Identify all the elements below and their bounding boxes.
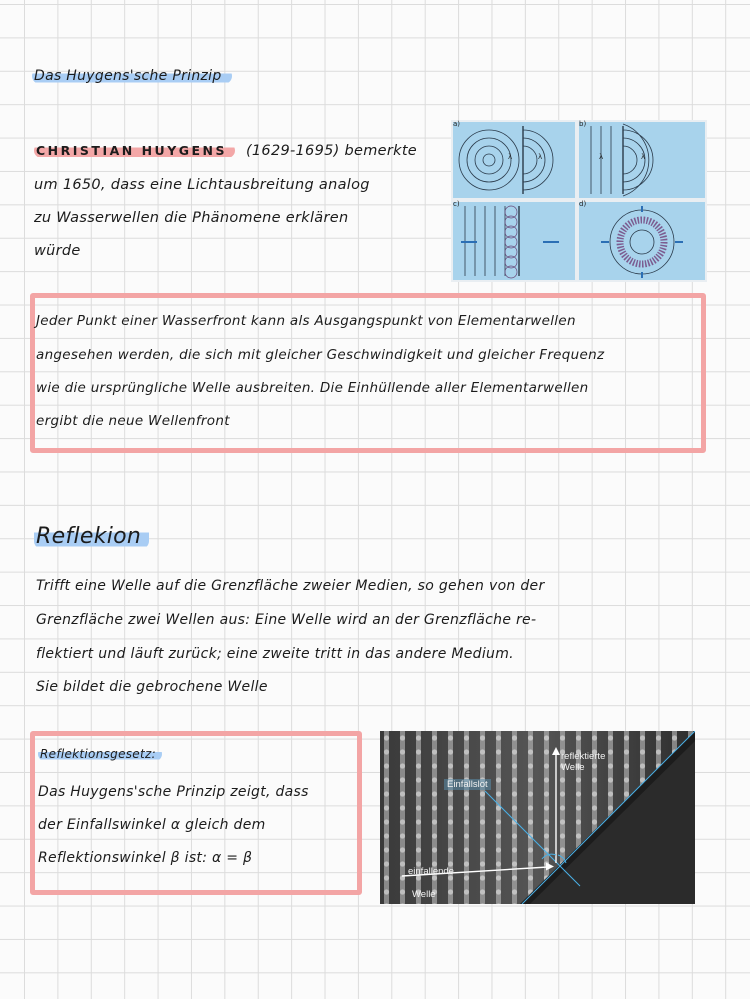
- definition-line-4: ergibt die neue Wellenfront: [36, 413, 230, 429]
- reflection-photo: [380, 731, 695, 904]
- intro-line-3: zu Wasserwellen die Phänomene erklären: [34, 210, 349, 226]
- panel-d: [579, 202, 705, 280]
- intro-line-4: würde: [34, 243, 81, 259]
- definition-line-2: angesehen werden, die sich mit gleicher Geschwindigkeit und gleicher Frequenz: [36, 347, 605, 363]
- label-reflected-2: Welle: [561, 762, 585, 773]
- definition-line-3: wie die ursprüngliche Welle ausbreiten. Die Einhüllende aller Elementarwellen: [36, 380, 589, 396]
- section-title-huygens: Das Huygens'sche Prinzip: [32, 68, 232, 84]
- panel-label-a: a): [453, 120, 461, 128]
- law-line-3: Reflektionswinkel β ist: α = β: [38, 850, 253, 866]
- panel-label-b: b): [579, 120, 587, 128]
- reflexion-line-4: Sie bildet die gebrochene Welle: [36, 679, 268, 695]
- huygens-wave-figure: [451, 120, 707, 282]
- intro-line-1: [34, 143, 417, 159]
- dim-label-a2: λ: [538, 153, 543, 161]
- intro-years: (1629-1695) bemerkte: [245, 143, 418, 159]
- dim-label-b1: λ: [599, 153, 604, 161]
- law-line-1: Das Huygens'sche Prinzip zeigt, dass: [38, 784, 309, 800]
- label-incoming-1: einfallende: [408, 866, 454, 877]
- reflexion-line-3: flektiert und läuft zurück; eine zweite tritt in das andere Medium.: [36, 646, 514, 662]
- reflection-law-title: Reflektionsgesetz:: [38, 747, 162, 761]
- dim-label-a1: λ: [508, 153, 513, 161]
- panel-a: [453, 122, 575, 198]
- panel-label-c: c): [453, 200, 460, 208]
- reflection-photo-svg: [380, 731, 695, 904]
- dim-label-b2: λ: [641, 153, 646, 161]
- name-christian-huygens: CHRISTIAN HUYGENS: [34, 143, 235, 158]
- label-reflected-1: reflektierte: [561, 751, 606, 762]
- reflexion-line-2: Grenzfläche zwei Wellen aus: Eine Welle wird an der Grenzfläche re-: [36, 612, 537, 628]
- reflexion-line-1: Trifft eine Welle auf die Grenzfläche zweier Medien, so gehen von der: [36, 578, 545, 594]
- label-incidence: Einfallslot: [444, 779, 491, 790]
- section-title-reflexion: Reflekion: [34, 524, 149, 549]
- label-incoming-2: Welle: [412, 889, 436, 900]
- intro-line-2: um 1650, dass eine Lichtausbreitung analog: [34, 177, 370, 193]
- panel-label-d: d): [579, 200, 587, 208]
- law-line-2: der Einfallswinkel α gleich dem: [38, 817, 266, 833]
- definition-line-1: Jeder Punkt einer Wasserfront kann als Ausgangspunkt von Elementarwellen: [36, 313, 576, 329]
